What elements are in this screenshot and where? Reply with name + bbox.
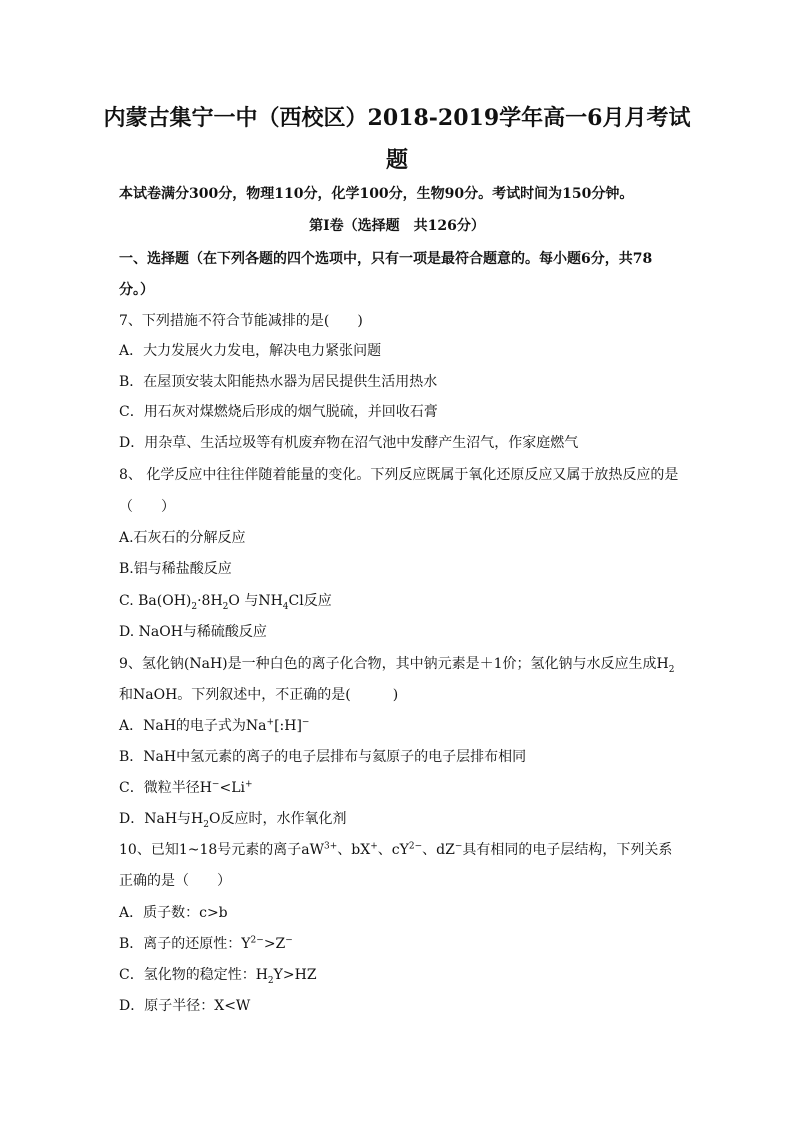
q9-stem-line2: 和NaOH。下列叙述中，不正确的是( ): [119, 687, 399, 703]
q10-b-text1: B．离子的还原性：Y: [119, 936, 251, 952]
part-heading-line2: 分。）: [119, 282, 154, 298]
q9-a-sup2: −: [301, 717, 310, 728]
q10-option-a: A．质子数：c>b: [119, 905, 228, 921]
q10-stem-text1: 10、已知1~18号元素的离子aW: [119, 842, 325, 858]
q10-option-b: [119, 935, 293, 953]
exam-title-line2: 题: [385, 147, 408, 173]
q9-option-c: [119, 779, 253, 797]
q10-stem-text4: 、dZ: [422, 842, 455, 858]
q9-option-d: [119, 810, 346, 828]
q9-d-sub: 2: [203, 819, 209, 830]
q9-a-sup1: +: [266, 717, 275, 728]
q8-option-c: [119, 592, 332, 610]
q10-c-text2: Y>HZ: [273, 967, 317, 983]
q9-stem-line1: [119, 655, 675, 673]
q9-option-a: [119, 717, 309, 735]
q8-c-text3: O 与NH: [228, 593, 283, 609]
q7-stem: 7、下列措施不符合节能减排的是( ): [119, 313, 363, 329]
q8-c-sub1: 2: [191, 601, 198, 612]
q9-option-b: B．NaH中氢元素的离子的电子层排布与氦原子的电子层排布相同: [119, 749, 527, 765]
q8-c-text2: ·8H: [197, 593, 223, 609]
q9-stem-sub: 2: [668, 664, 675, 675]
q8-stem-line1: 8、 化学反应中往往伴随着能量的变化。下列反应既属于氧化还原反应又属于放热反应的是: [119, 467, 679, 483]
q8-c-text4: Cl反应: [288, 593, 332, 609]
q7-option-a: A．大力发展火力发电，解决电力紧张问题: [119, 343, 382, 359]
part-heading-line1: 一、选择题（在下列各题的四个选项中，只有一项是最符合题意的。每小题6分，共78: [119, 251, 653, 267]
q9-d-text1: D．NaH与H: [119, 811, 204, 827]
exam-title-line1: 内蒙古集宁一中（西校区）2018-2019学年高一6月月考试: [103, 105, 691, 131]
q9-a-text1: A．NaH的电子式为Na: [119, 718, 267, 734]
q8-c-sub2: 2: [222, 601, 229, 612]
q10-stem-text3: 、cY: [377, 842, 409, 858]
q7-option-d: D．用杂草、生活垃圾等有机废弃物在沼气池中发酵产生沼气，作家庭燃气: [119, 435, 579, 451]
q10-c-sub: 2: [267, 975, 274, 986]
q10-stem-sup4: −: [454, 841, 463, 852]
q9-c-sup2: +: [244, 779, 253, 790]
q10-stem-text5: 具有相同的电子层结构，下列关系: [462, 842, 673, 858]
q10-option-c: [119, 966, 317, 984]
q10-stem-line1: [119, 841, 672, 859]
q10-c-text1: C．氢化物的稳定性：H: [119, 967, 268, 983]
q9-stem-text: 9、氢化钠(NaH)是一种白色的离子化合物，其中钠元素是＋1价；氢化钠与水反应生成H: [119, 656, 669, 672]
q7-option-b: B．在屋顶安装太阳能热水器为居民提供生活用热水: [119, 374, 438, 390]
section-heading: 第I卷（选择题 共126分）: [309, 218, 485, 234]
q9-a-text2: [:H]: [274, 718, 302, 734]
q8-stem-line2: （ ）: [119, 499, 175, 515]
q10-b-sup1: 2−: [250, 935, 264, 946]
exam-intro: 本试卷满分300分，物理110分，化学100分，生物90分。考试时间为150分钟。: [119, 186, 634, 202]
q8-option-a: A.石灰石的分解反应: [119, 530, 246, 546]
q8-c-sub3: 4: [282, 601, 289, 612]
q10-stem-line2: 正确的是（ ）: [119, 873, 231, 889]
q10-stem-text2: 、bX: [337, 842, 371, 858]
q9-c-text2: <Li: [219, 780, 245, 796]
q10-b-sup2: −: [285, 935, 293, 946]
q8-option-b: B.铝与稀盐酸反应: [119, 561, 232, 577]
q7-option-c: C．用石灰对煤燃烧后形成的烟气脱硫，并回收石膏: [119, 404, 438, 420]
q9-c-sup1: −: [211, 779, 220, 790]
q10-stem-sup3: 2−: [408, 841, 423, 852]
q9-d-text2: O反应时，水作氧化剂: [208, 811, 347, 827]
q8-option-d: D. NaOH与稀硫酸反应: [119, 624, 267, 640]
q9-c-text1: C．微粒半径H: [119, 780, 212, 796]
q8-c-text1: C. Ba(OH): [119, 593, 192, 609]
q10-b-text2: >Z: [263, 936, 286, 952]
q10-stem-sup1: 3+: [324, 841, 338, 852]
q10-option-d: D．原子半径：X<W: [119, 998, 251, 1014]
q10-stem-sup2: +: [370, 841, 378, 852]
